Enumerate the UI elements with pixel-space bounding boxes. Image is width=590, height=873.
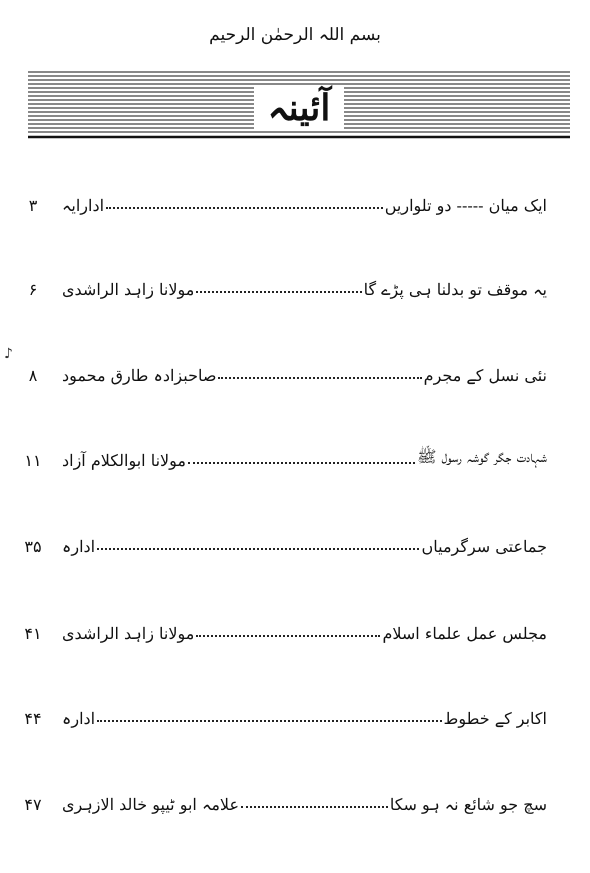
toc-entry-page: ۴۱ — [24, 624, 42, 643]
dot-leader — [97, 548, 419, 550]
toc-entry-author: علامہ ابو ٹیپو خالد الازہری — [62, 795, 239, 814]
contents-title-text: آئینہ — [254, 87, 345, 129]
dot-leader — [106, 207, 383, 209]
toc-entry-page: ۳ — [28, 196, 38, 215]
dot-leader — [188, 462, 415, 464]
toc-entry-author: ادارایہ — [62, 196, 105, 215]
toc-entry-author: ادارہ — [62, 537, 96, 556]
toc-entry-title: ایک میان ----- دو تلواریں — [384, 196, 547, 215]
toc-entry — [22, 440, 547, 470]
margin-pen-mark: ♪ — [4, 346, 13, 362]
toc-entry-author: صاحبزادہ طارق محمود — [62, 366, 217, 385]
dot-leader — [196, 291, 361, 293]
dot-leader — [97, 720, 441, 722]
toc-entry-page: ۴۷ — [24, 795, 42, 814]
toc-entry-author: مولانا زاہد الراشدی — [62, 624, 195, 643]
toc-entry — [22, 269, 547, 299]
toc-entry-author: ادارہ — [62, 709, 96, 728]
toc-entry — [22, 698, 547, 728]
toc-entry-author: مولانا زاہد الراشدی — [62, 280, 195, 299]
toc-entry-title: اکابر کے خطوط — [443, 709, 547, 728]
toc-entry-page: ۶ — [28, 280, 38, 299]
title-banner — [28, 70, 570, 140]
toc-entry-page: ۳۵ — [24, 537, 42, 556]
toc-entry-page: ۴۴ — [24, 709, 42, 728]
contents-title — [28, 87, 570, 129]
toc-entry-title: جماعتی سرگرمیاں — [421, 537, 547, 556]
toc-entry — [22, 355, 547, 385]
toc-entry-title: نئی نسل کے مجرم — [423, 366, 547, 385]
dot-leader — [241, 806, 388, 808]
dot-leader — [218, 377, 421, 379]
dot-leader — [196, 635, 380, 637]
toc-entry-page: ۸ — [28, 366, 38, 385]
toc-entry-title: شہادت جگر گوشہ رسول ﷺ — [417, 447, 547, 466]
toc-entry-author: مولانا ابوالکلام آزاد — [62, 451, 186, 470]
bismillah-header: بسم اللہ الرحمٰن الرحیم — [209, 25, 381, 45]
toc-entry-title: یہ موقف تو بدلنا ہی پڑے گا — [363, 280, 547, 299]
toc-entry — [22, 526, 547, 556]
toc-entry — [22, 613, 547, 643]
toc-entry — [22, 784, 547, 814]
toc-entry-page: ۱۱ — [24, 451, 42, 470]
toc-entry — [22, 185, 547, 215]
toc-entry-title: سچ جو شائع نہ ہو سکا — [389, 795, 547, 814]
toc-entry-title: مجلس عمل علماء اسلام — [382, 624, 547, 643]
